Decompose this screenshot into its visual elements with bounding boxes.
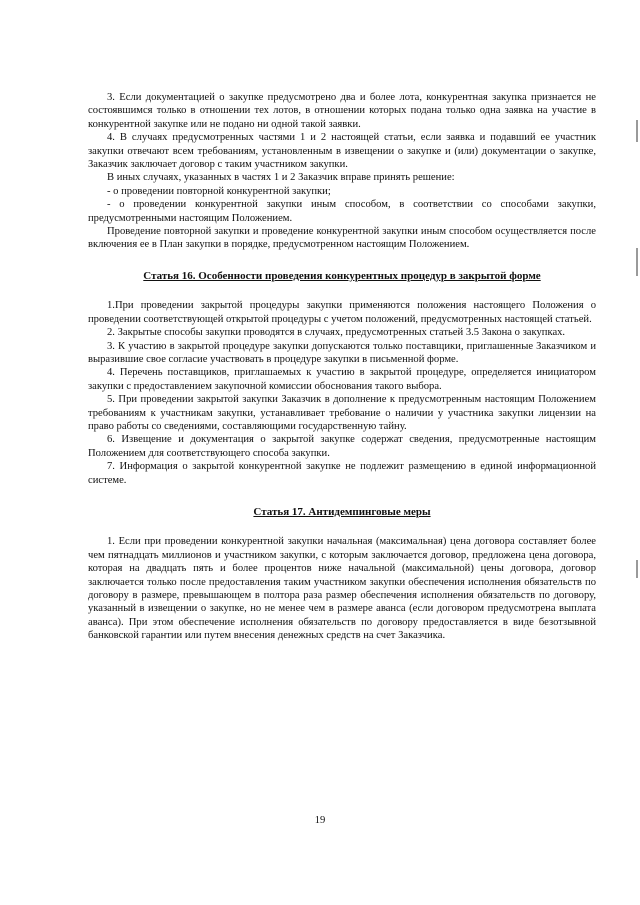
scan-edge-mark [636,248,638,276]
document-page [88,91,596,643]
page-number: 19 [314,815,326,826]
scan-edge-mark [636,120,638,142]
paragraph: 5. При проведении закрытой закупки Заказчик в дополнение к предусмотренным настоящим Положением требованиям к участникам закупки, устанавливает требование о наличии у участника закупки лицензии на право работы со сведениями, составляющими государственную тайну. [88,394,596,432]
paragraph: 4. В случаях предусмотренных частями 1 и 2 настоящей статьи, если заявка и подавший ее участник закупки отвечают всем требованиям, установленным в извещении о закупке и (или) документации о закупке, Заказчик заключает договор с таким участником закупки. [88,132,596,171]
paragraph: 2. Закрытые способы закупки проводятся в случаях, предусмотренных статьей 3.5 Закона о закупках. [107,327,566,339]
article-17-heading: Статья 17. Антидемпинговые меры [253,505,431,518]
paragraph: - о проведении конкурентной закупки иным способом, в соответствии со способами закупки, предусмотренными настоящим Положением. [88,199,596,224]
spacer [88,252,596,270]
paragraph: 6. Извещение и документация о закрытой закупке содержат сведения, предусмотренные настоящим Положением для соответствующего способа закупки. [88,434,596,459]
article-16-heading: Статья 16. Особенности проведения конкурентных процедур в закрытой форме [143,269,541,282]
paragraph: 3. К участию в закрытой процедуре закупки допускаются только поставщики, приглашенные Заказчиком и выразившие свое согласие участвовать в процедуре закупки в письменной форме. [88,340,596,365]
paragraph: 3. Если документацией о закупке предусмотрено два и более лота, конкурентная закупка признается не состоявшимся только в отношении тех лотов, в отношении которых подана только одна заявка на участие в конкурентной закупке или не подано ни одной такой заявки. [88,92,596,130]
scan-edge-mark [636,560,638,578]
paragraph: Проведение повторной закупки и проведение конкурентной закупки иным способом осуществляется после включения ее в План закупки в порядке, предусмотренном настоящим Положением. [88,226,596,251]
paragraph: 7. Информация о закрытой конкурентной закупке не подлежит размещению в единой информационной системе. [88,461,596,486]
spacer [88,487,596,506]
paragraph: 1.При проведении закрытой процедуры закупки применяются положения настоящего Положения о проведении соответствующей открытой процедуры с учетом положений, предусмотренных настоящей статьей. [88,300,596,325]
paragraph: 4. Перечень поставщиков, приглашаемых к участию в закрытой процедуре, определяется инициатором закупки с предоставлением закупочной комиссии обоснования такого выбора. [88,367,596,392]
paragraph: В иных случаях, указанных в частях 1 и 2 Заказчик вправе принять решение: [107,172,455,184]
paragraph: 1. Если при проведении конкурентной закупки начальная (максимальная) цена договора составляет более чем пятнадцать миллионов и участником закупки, с которым заключается договор, предложена цена договора, которая на двадцать пять и более процентов ниже начальной (максимальной) цены договора, договор заключается только после предоставления таким участником закупки обеспечения исполнения обязательств по договору в размере, превышающем в полтора раза размер обеспечения исполнения обязательств по договору, указанный в извещении о закупке, но не менее чем в размере аванса (если договором предусмотрена выплата аванса). При этом обеспечение исполнения обязательств по договору предоставляется в виде безотзывной банковской гарантии или путем внесения денежных средств на счет Заказчика. [88,536,596,642]
paragraph: - о проведении повторной конкурентной закупки; [107,185,331,197]
spacer [88,283,596,299]
spacer [88,519,596,535]
